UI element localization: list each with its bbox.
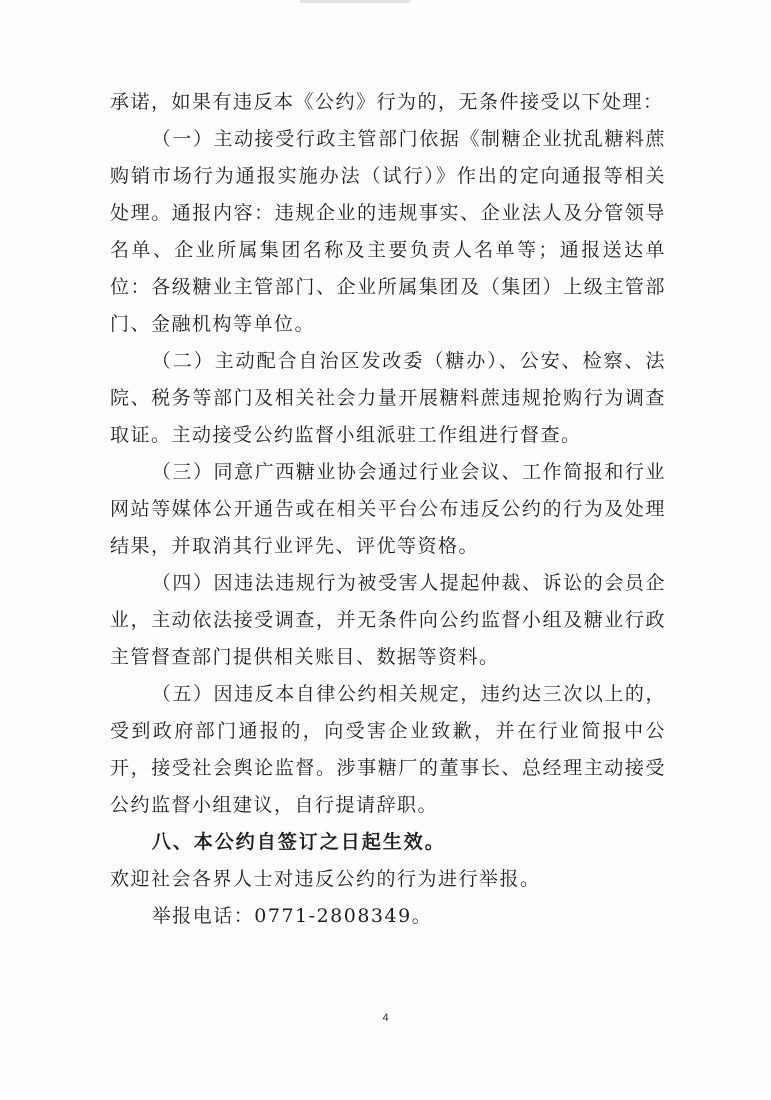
scan-artifact xyxy=(300,0,410,3)
document-body xyxy=(110,84,666,935)
paragraph-item-4: （四）因违法违规行为被受害人提起仲裁、诉讼的会员企业，主动依法接受调查，并无条件向公约监督小组及糖业行政主管督查部门提供相关账目、数据等资料。 xyxy=(110,572,666,668)
hotline-text: 举报电话：0771-2808349。 xyxy=(151,905,433,927)
paragraph-commitment: 承诺，如果有违反本《公约》行为的，无条件接受以下处理： xyxy=(110,91,664,113)
page-number: 4 xyxy=(382,1012,389,1024)
paragraph-item-2: （二）主动配合自治区发改委（糖办）、公安、检察、法院、税务等部门及相关社会力量开展糖料蔗违规抢购行为调查取证。主动接受公约监督小组派驻工作组进行督查。 xyxy=(110,350,666,446)
paragraph-item-1: （一）主动接受行政主管部门依据《制糖企业扰乱糖料蔗购销市场行为通报实施办法（试行）》作出的定向通报等相关处理。通报内容：违规企业的违规事实、企业法人及分管领导名单、企业所属集团名称及主要负责人名单等；通报送达单位：各级糖业主管部门、企业所属集团及（集团）上级主管部门、金融机构等单位。 xyxy=(110,128,666,335)
paragraph-item-3: （三）同意广西糖业协会通过行业会议、工作简报和行业网站等媒体公开通告或在相关平台公布违反公约的行为及处理结果，并取消其行业评先、评优等资格。 xyxy=(110,461,666,557)
section-heading-8: 八、本公约自签订之日起生效。 xyxy=(151,831,446,853)
paragraph-item-5: （五）因违反本自律公约相关规定，违约达三次以上的，受到政府部门通报的，向受害企业致歉，并在行业简报中公开，接受社会舆论监督。涉事糖厂的董事长、总经理主动接受公约监督小组建议，自行提请辞职。 xyxy=(110,683,666,816)
closing-line: 欢迎社会各界人士对违反公约的行为进行举报。 xyxy=(110,868,541,890)
